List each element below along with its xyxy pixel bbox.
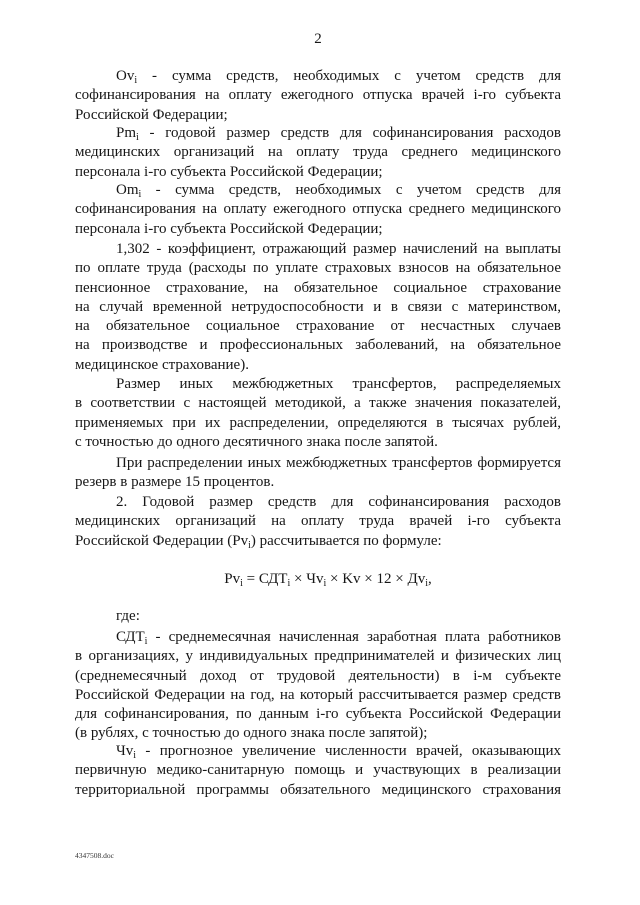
variable-symbol: Pm — [116, 125, 137, 141]
text-line: Российской Федерации на год, на который рассчитывается размер средств — [75, 686, 561, 703]
subscript-index: i — [133, 750, 137, 761]
text-segment: - сумма средств, необходимых с учетом средств для — [141, 182, 561, 198]
subscript-index: i — [240, 578, 243, 589]
formula-term: × Kv × 12 × Дv — [326, 571, 426, 587]
text-segment: - сумма средств, необходимых с учетом средств для — [137, 68, 561, 84]
text-segment: ) рассчитывается по формуле: — [250, 532, 442, 549]
text-line: медицинских организаций на оплату труда врачей i-го субъекта — [75, 513, 561, 530]
text-line: территориальной программы обязательного медицинского страхования — [75, 781, 561, 798]
variable-symbol: Чv — [116, 743, 134, 759]
variable-symbol: Om — [116, 182, 139, 198]
text-line: софинансирования на оплату ежегодного отпуска среднего медицинского — [75, 201, 561, 218]
text-line — [75, 181, 561, 200]
subscript-index: i — [425, 578, 428, 589]
text-line: на производстве и профессиональных заболеваний, на обязательное — [75, 337, 561, 354]
text-segment: - прогнозное увеличение численности врачей, оказывающих — [136, 743, 561, 759]
text-line — [75, 628, 561, 647]
formula-term: Pv — [224, 571, 241, 587]
formula-term: , — [428, 571, 432, 587]
text-line: 2. Годовой размер средств для софинансирования расходов — [116, 494, 561, 510]
text-line: пенсионное страхование, на обязательное социальное страхование — [75, 279, 561, 296]
text-line: (в рублях, с точностью до одного знака после запятой); — [75, 725, 428, 742]
footer-filename: 4347508.doc — [75, 851, 114, 860]
subscript-index: i — [248, 539, 251, 551]
subscript-index: i — [287, 578, 291, 589]
text-line: с точностью до одного десятичного знака после запятой. — [75, 433, 438, 450]
formula-term: = СДТ — [242, 571, 288, 587]
text-line: резерв в размере 15 процентов. — [75, 474, 275, 491]
text-line: софинансирования на оплату ежегодного отпуска врачей i-го субъекта — [75, 87, 561, 104]
paragraph-units-note — [75, 375, 561, 452]
subscript-index: i — [138, 189, 142, 200]
text-line: медицинских организаций на оплату труда среднего медицинского — [75, 144, 561, 161]
text-line: При распределении иных межбюджетных трансфертов формируется — [116, 455, 561, 471]
subscript-index: i — [136, 132, 139, 143]
formula-term: × Чv — [290, 571, 324, 587]
paragraph-chv-definition — [75, 742, 561, 800]
text-segment: - среднемесячная начисленная заработная плата работников — [147, 629, 561, 645]
paragraph-coefficient-definition — [75, 240, 561, 375]
text-line: для софинансирования, по данным i-го субъекта Российской Федерации — [75, 706, 561, 723]
where-label: где: — [116, 608, 140, 624]
text-line: на случай временной нетрудоспособности и в связи с материнством, — [75, 298, 561, 315]
paragraph-sdt-definition — [75, 628, 561, 744]
text-line: (среднемесячный доход от трудовой деятельности) в i-м субъекте — [75, 667, 561, 684]
text-line: на обязательное социальное страхование от несчастных случаев — [75, 318, 561, 335]
variable-symbol: СДТ — [116, 629, 145, 645]
text-line: в соответствии с настоящей методикой, а также значения показателей, — [75, 395, 561, 412]
subscript-index: i — [144, 636, 148, 647]
text-line: медицинское страхование). — [75, 356, 249, 373]
paragraph-ov-definition — [75, 67, 561, 125]
paragraph-reserve-note — [75, 454, 561, 493]
text-line — [75, 67, 561, 86]
formula-pv — [95, 570, 561, 589]
subscript-index: i — [323, 578, 327, 589]
text-line: применяемых при их распределении, определяются в тысячах рублей, — [75, 414, 561, 431]
text-line: персонала i-го субъекта Российской Федерации; — [75, 163, 383, 180]
text-line: персонала i-го субъекта Российской Федерации; — [75, 220, 383, 237]
paragraph-item-2 — [75, 493, 561, 551]
text-line — [75, 742, 561, 761]
variable-symbol: Ov — [116, 68, 135, 84]
text-line: по оплате труда (расходы по уплате страховых взносов на обязательное — [75, 260, 561, 277]
paragraph-pm-definition — [75, 124, 561, 182]
paragraph-om-definition — [75, 181, 561, 239]
text-line: в организациях, у индивидуальных предпринимателей и физических лиц — [75, 648, 561, 665]
text-line — [75, 124, 561, 143]
text-segment: Российской Федерации (Pv — [75, 532, 249, 549]
text-line: Российской Федерации; — [75, 106, 228, 123]
text-line: 1,302 - коэффициент, отражающий размер начислений на выплаты — [116, 241, 561, 257]
text-line — [75, 532, 561, 551]
text-segment: - годовой размер средств для софинансирования расходов — [138, 125, 561, 141]
page-number: 2 — [314, 31, 322, 47]
subscript-index: i — [134, 75, 138, 86]
text-line: первичную медико-санитарную помощь и участвующих в реализации — [75, 762, 561, 779]
text-line: Размер иных межбюджетных трансфертов, распределяемых — [116, 376, 561, 392]
